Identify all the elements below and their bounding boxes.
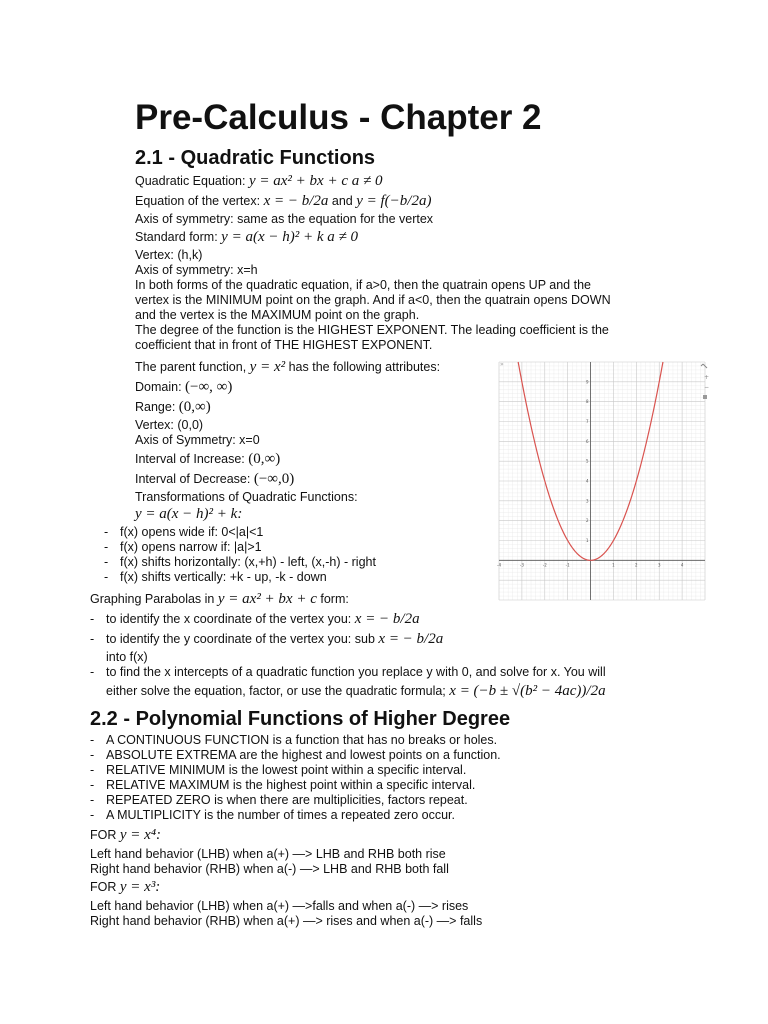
y-tick-label: 2 bbox=[586, 518, 589, 524]
y-tick-label: 6 bbox=[586, 438, 589, 444]
range-label: Range: bbox=[135, 400, 176, 414]
graphing-formula: y = ax² + bx + c bbox=[217, 591, 317, 607]
list-dash: - bbox=[90, 733, 95, 747]
home-icon[interactable] bbox=[703, 395, 707, 399]
transformations-list bbox=[104, 525, 484, 589]
quadratic-formula: x = (−b ± √(b² − 4ac))/2a bbox=[449, 683, 606, 699]
y-tick-label: 8 bbox=[586, 399, 589, 405]
transformations-formula: y = a(x − h)² + k: bbox=[135, 506, 243, 522]
list-dash: - bbox=[90, 612, 95, 626]
x-tick-label: -2 bbox=[542, 562, 547, 568]
graphing-item-2-text: to identify the y coordinate of the vertex you: sub bbox=[106, 632, 375, 646]
paragraph-line: vertex is the MINIMUM point on the graph. And if a<0, then the quatrain opens DOWN bbox=[135, 293, 611, 307]
graphing-pre: Graphing Parabolas in bbox=[90, 592, 215, 606]
list-dash: - bbox=[90, 748, 95, 762]
for-x3-line bbox=[90, 880, 160, 895]
quadratic-equation-formula: y = ax² + bx + c a ≠ 0 bbox=[248, 173, 383, 189]
list-dash: - bbox=[90, 632, 95, 646]
list-dash: - bbox=[104, 570, 109, 584]
x4-rhb-line: Right hand behavior (RHB) when a(-) —> LHB and RHB both fall bbox=[90, 862, 449, 876]
paragraph-line: and the vertex is the MAXIMUM point on the graph. bbox=[135, 308, 420, 322]
x-tick-label: -4 bbox=[497, 562, 501, 568]
graph-background bbox=[495, 358, 717, 614]
axis-of-symmetry-line: Axis of symmetry: same as the equation for the vertex bbox=[135, 212, 434, 226]
list-item: f(x) shifts horizontally: (x,+h) - left, (x,-h) - right bbox=[120, 555, 376, 569]
list-item: A CONTINUOUS FUNCTION is a function that has no breaks or holes. bbox=[106, 733, 498, 747]
plus-icon[interactable]: + bbox=[704, 374, 710, 381]
vertex-x-formula: x = − b/2a bbox=[263, 193, 329, 209]
x3-rhb-line: Right hand behavior (RHB) when a(+) —> rises and when a(-) —> falls bbox=[90, 914, 483, 928]
section-2-2-heading: 2.2 - Polynomial Functions of Higher Degree bbox=[90, 708, 511, 730]
list-dash: - bbox=[104, 525, 109, 539]
parent-function-post: has the following attributes: bbox=[288, 360, 441, 374]
for-x3-formula: y = x³: bbox=[119, 879, 161, 895]
paragraph-line: The degree of the function is the HIGHEST EXPONENT. The leading coefficient is the bbox=[135, 323, 609, 337]
parent-function-pre: The parent function, bbox=[135, 360, 247, 374]
transformations-formula-line bbox=[135, 507, 242, 522]
vertex-y-formula: y = f(−b/2a) bbox=[356, 193, 432, 209]
graphing-item-1-formula: x = − b/2a bbox=[354, 611, 420, 627]
standard-form-label: Standard form: bbox=[135, 230, 218, 244]
paragraph-line: coefficient that in front of THE HIGHEST EXPONENT. bbox=[135, 338, 433, 352]
for-x4-line bbox=[90, 828, 161, 843]
graphing-item-3-text: to find the x intercepts of a quadratic function you replace y with 0, and solve for x. You will bbox=[106, 665, 606, 679]
parent-function-formula: y = x² bbox=[249, 359, 286, 375]
graphing-item-2-continuation: into f(x) bbox=[106, 650, 148, 664]
graph-y-tick-labels bbox=[586, 379, 589, 543]
list-item: RELATIVE MINIMUM is the lowest point within a specific interval. bbox=[106, 763, 467, 777]
standard-form-line bbox=[135, 230, 358, 245]
list-dash: - bbox=[90, 665, 95, 679]
x-tick-label: 3 bbox=[657, 562, 661, 568]
graphing-item-1-text: to identify the x coordinate of the vertex you: bbox=[106, 612, 352, 626]
domain-line bbox=[135, 380, 232, 395]
graphing-item-3 bbox=[90, 665, 606, 680]
standard-form-formula: y = a(x − h)² + k a ≠ 0 bbox=[221, 229, 358, 245]
paragraph-opens-up-down bbox=[135, 278, 611, 353]
graphing-parabolas-line bbox=[90, 592, 349, 607]
graphing-item-3-line-2 bbox=[106, 684, 606, 699]
for-label: FOR bbox=[90, 880, 117, 894]
y-tick-label: 7 bbox=[586, 419, 589, 424]
quadratic-equation-line bbox=[135, 174, 382, 189]
list-dash: - bbox=[90, 808, 95, 822]
vertex-equation-label: Equation of the vertex: bbox=[135, 194, 261, 208]
y-tick-label: 5 bbox=[586, 458, 589, 464]
list-dash: - bbox=[104, 555, 109, 569]
paragraph-line: In both forms of the quadratic equation, if a>0, then the quatrain opens UP and the bbox=[135, 278, 591, 292]
list-item: f(x) opens narrow if: |a|>1 bbox=[120, 540, 262, 554]
list-dash: - bbox=[90, 793, 95, 807]
graphing-post: form: bbox=[320, 592, 349, 606]
y-tick-label: 3 bbox=[586, 498, 589, 504]
y-tick-label: 1 bbox=[586, 538, 589, 543]
domain-value: (−∞, ∞) bbox=[185, 379, 233, 395]
list-item: f(x) shifts vertically: +k - up, -k - down bbox=[120, 570, 327, 584]
for-label: FOR bbox=[90, 828, 117, 842]
x3-lhb-line: Left hand behavior (LHB) when a(+) —>falls and when a(-) —> rises bbox=[90, 899, 469, 913]
vertex-hk-line: Vertex: (h,k) bbox=[135, 248, 203, 262]
vertex-origin-line: Vertex: (0,0) bbox=[135, 418, 204, 432]
vertex-and-word: and bbox=[331, 194, 353, 208]
graph-expand-icon[interactable]: » bbox=[500, 361, 504, 368]
graphing-item-3-text-2: either solve the equation, factor, or use the quadratic formula; bbox=[106, 684, 446, 698]
decrease-label: Interval of Decrease: bbox=[135, 472, 251, 486]
x-tick-label: 1 bbox=[612, 562, 615, 568]
parabola-graph bbox=[495, 358, 717, 614]
vertex-equation-line bbox=[135, 194, 431, 209]
increase-label: Interval of Increase: bbox=[135, 452, 245, 466]
x-tick-label: -3 bbox=[519, 562, 524, 568]
page-title: Pre-Calculus - Chapter 2 bbox=[135, 98, 542, 137]
x-tick-label: 4 bbox=[680, 562, 684, 568]
interval-increase-line bbox=[135, 452, 280, 467]
quadratic-equation-label: Quadratic Equation: bbox=[135, 174, 246, 188]
transformations-title: Transformations of Quadratic Functions: bbox=[135, 490, 358, 504]
x-tick-label: 2 bbox=[635, 562, 638, 568]
list-item: REPEATED ZERO is when there are multiplicities, factors repeat. bbox=[106, 793, 468, 807]
decrease-value: (−∞,0) bbox=[253, 471, 295, 487]
interval-decrease-line bbox=[135, 472, 294, 487]
definitions-list bbox=[90, 733, 550, 825]
list-item: A MULTIPLICITY is the number of times a repeated zero occur. bbox=[106, 808, 455, 822]
axis-xh-line: Axis of symmetry: x=h bbox=[135, 263, 258, 277]
section-2-1-heading: 2.1 - Quadratic Functions bbox=[135, 147, 376, 169]
list-item: f(x) opens wide if: 0<|a|<1 bbox=[120, 525, 264, 539]
domain-label: Domain: bbox=[135, 380, 182, 394]
increase-value: (0,∞) bbox=[248, 451, 281, 467]
list-dash: - bbox=[90, 778, 95, 792]
parent-function-line bbox=[135, 360, 440, 375]
list-item: RELATIVE MAXIMUM is the highest point within a specific interval. bbox=[106, 778, 476, 792]
range-value: (0,∞) bbox=[178, 399, 211, 415]
minus-icon[interactable]: − bbox=[704, 384, 710, 391]
list-dash: - bbox=[104, 540, 109, 554]
x4-lhb-line: Left hand behavior (LHB) when a(+) —> LHB and RHB both rise bbox=[90, 847, 446, 861]
for-x4-formula: y = x⁴: bbox=[119, 827, 162, 843]
list-item: ABSOLUTE EXTREMA are the highest and lowest points on a function. bbox=[106, 748, 501, 762]
graphing-item-2-formula: x = − b/2a bbox=[378, 631, 444, 647]
y-tick-label: 4 bbox=[586, 478, 589, 484]
y-tick-label: 9 bbox=[586, 379, 589, 385]
graphing-item-2 bbox=[90, 632, 443, 647]
axis-x0-line: Axis of Symmetry: x=0 bbox=[135, 433, 260, 447]
range-line bbox=[135, 400, 211, 415]
graphing-item-1 bbox=[90, 612, 420, 627]
list-dash: - bbox=[90, 763, 95, 777]
x-tick-label: -1 bbox=[565, 562, 570, 568]
